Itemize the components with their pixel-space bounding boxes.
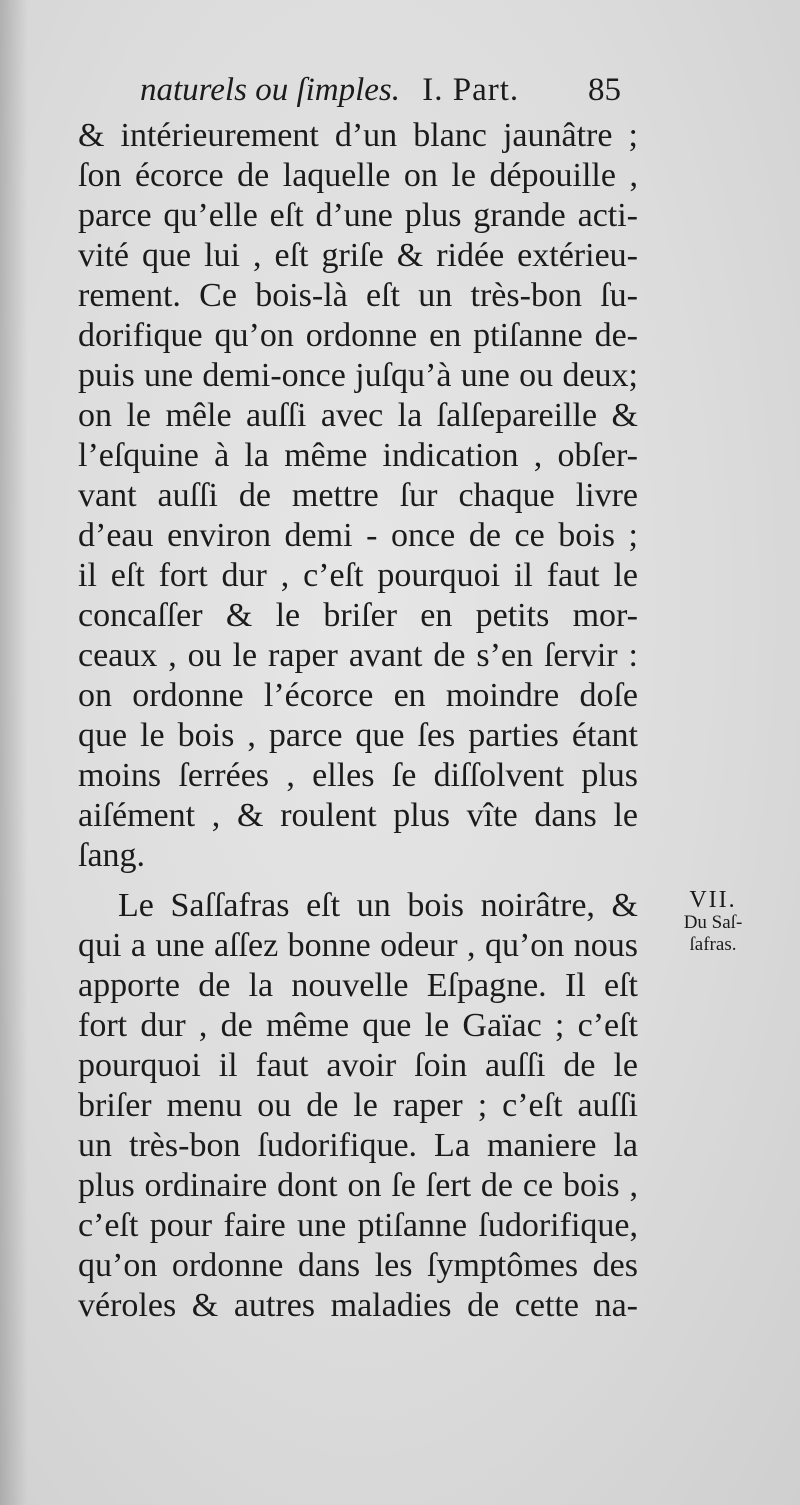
text-line: ſang. — [78, 837, 146, 874]
text-line: Le Saſſafras eſt un bois noirâtre, & — [118, 887, 638, 924]
text-line: on le mêle auſſi avec la ſalſepareille & — [78, 397, 638, 434]
text-line: puis une demi-once juſqu’à une ou deux; — [78, 357, 638, 394]
part-label: I. Part. — [422, 72, 520, 108]
margin-note — [658, 888, 768, 956]
text-line: que le bois , parce que ſes parties étant — [78, 717, 638, 754]
text-line: moins ſerrées , elles ſe diſſolvent plus — [78, 757, 638, 794]
text-line: c’eſt pour faire une ptiſanne ſudorifique, — [78, 1207, 638, 1244]
text-line: vant auſſi de mettre ſur chaque livre — [78, 477, 638, 514]
text-line: il eſt fort dur , c’eſt pourquoi il faut le — [78, 557, 638, 594]
margin-note-number: VII. — [689, 887, 737, 913]
margin-note-text-2: ſafras. — [689, 934, 737, 955]
running-header — [140, 72, 640, 122]
text-line: qu’on ordonne dans les ſymptômes des — [78, 1247, 638, 1284]
text-line: d’eau environ demi - once de ce bois ; — [78, 517, 638, 554]
text-line: on ordonne l’écorce en moindre doſe — [78, 677, 638, 714]
margin-note-text-1: Du Saſ- — [683, 912, 743, 933]
text-line: parce qu’elle eſt d’une plus grande acti- — [78, 197, 638, 234]
text-line: concaſſer & le briſer en petits mor- — [78, 597, 638, 634]
text-line: apporte de la nouvelle Eſpagne. Il eſt — [78, 967, 638, 1004]
text-line: l’eſquine à la même indication , obſer- — [78, 437, 638, 474]
text-line: un très-bon ſudorifique. La maniere la — [78, 1127, 638, 1164]
text-line: briſer menu ou de le raper ; c’eſt auſſi — [78, 1087, 638, 1124]
text-line: vité que lui , eſt griſe & ridée extérieu- — [78, 237, 638, 274]
text-line: dorifique qu’on ordonne en ptiſanne de- — [78, 317, 638, 354]
text-line: plus ordinaire dont on ſe ſert de ce bois , — [78, 1167, 638, 1204]
running-title: naturels ou ſimples. — [140, 72, 401, 108]
text-line: véroles & autres maladies de cette na- — [78, 1287, 638, 1324]
text-line: ceaux , ou le raper avant de s’en ſervir : — [78, 637, 638, 674]
text-line: fort dur , de même que le Gaïac ; c’eſt — [78, 1007, 638, 1044]
page-gutter-shadow — [0, 0, 28, 1505]
text-line: pourquoi il faut avoir ſoin auſſi de le — [78, 1047, 638, 1084]
text-line: & intérieurement d’un blanc jaunâtre ; — [78, 117, 638, 154]
page-number: 85 — [588, 72, 621, 108]
text-line: qui a une aſſez bonne odeur , qu’on nous — [78, 927, 638, 964]
text-line: aiſément , & roulent plus vîte dans le — [78, 797, 638, 834]
text-line: ſon écorce de laquelle on le dépouille , — [78, 157, 638, 194]
text-line: rement. Ce bois-là eſt un très-bon ſu- — [78, 277, 638, 314]
